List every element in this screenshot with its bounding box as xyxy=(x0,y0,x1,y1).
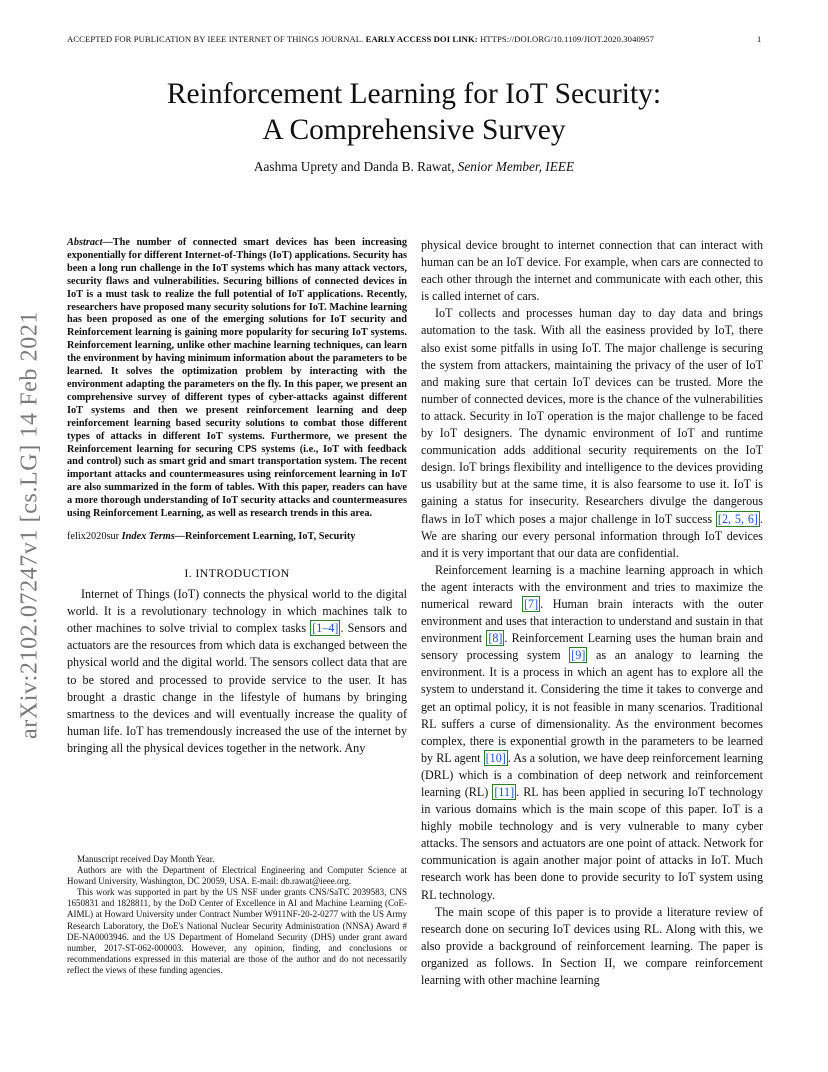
header-doi[interactable]: HTTPS://DOI.ORG/10.1109/JIOT.2020.3040957 xyxy=(477,34,655,44)
citation-link[interactable]: [7] xyxy=(524,596,539,611)
para3-text-a: Reinforcement learning is a machine learning approach in which the agent interacts with the environment and tries to maximize the numerical reward xyxy=(421,562,763,611)
header-text xyxy=(67,34,654,44)
header-journal: ACCEPTED FOR PUBLICATION BY IEEE INTERNET OF THINGS JOURNAL. xyxy=(67,34,366,44)
intro-text-b: . Sensors and actuators are the resources from which data is exchanged between the physical world and the digital world. The sensors collect data that are to be stored and processed to provide service to the user. It has brought a drastic change in the lifestyle of humans by bringing smartness to the devices and will eventually increase the quality of human life. IoT has tremendously increased the use of the internet by bringing all the physical devices together in the network. Any xyxy=(67,621,407,755)
index-terms-lead: Index Terms xyxy=(121,530,175,542)
index-terms-prefix: felix2020sur xyxy=(67,530,122,542)
author-role: Senior Member, IEEE xyxy=(457,159,575,174)
section-heading-introduction: I. INTRODUCTION xyxy=(184,565,290,580)
footnote-received: Manuscript received Day Month Year. xyxy=(77,854,215,864)
right-column xyxy=(421,237,763,989)
citation-link[interactable]: [11] xyxy=(494,785,515,799)
citation-link[interactable]: [8] xyxy=(488,631,503,646)
header-doi-label: EARLY ACCESS DOI LINK: xyxy=(365,34,478,44)
author-names: Aashma Uprety and Danda B. Rawat, xyxy=(253,159,458,174)
para3-text-b: . Human brain interacts with the outer environment and uses that interaction to understand and sustain in that environment xyxy=(421,596,763,646)
para3-text-f: . RL has been applied in securing IoT technology in various domains which is the main scope of this paper. IoT is a highly mobile technology and is very vulnerable to many cyber attacks. The sensors and actuators are one point of attack. Network for communication is again another major point of attacks in IoT. Much research work has been done to provide security to IoT system using RL technology. xyxy=(421,785,764,902)
title-line-2: A Comprehensive Survey xyxy=(262,114,566,146)
para3-text-c: . Reinforcement Learning uses the human brain and sensory processing system xyxy=(421,631,764,663)
intro-paragraph-2 xyxy=(421,305,763,561)
arxiv-sidebar xyxy=(8,290,52,760)
abstract-lead: Abstract xyxy=(67,237,103,248)
running-header xyxy=(0,34,828,48)
author-line xyxy=(0,159,828,175)
intro-text-a: Internet of Things (IoT) connects the physical world to the digital world. It is a revolutionary technology in which machines talk to other machines to solve trivial to complex tasks xyxy=(67,587,407,636)
intro-paragraph-3 xyxy=(421,562,763,904)
left-column xyxy=(67,237,407,757)
citation-link[interactable]: [1–4] xyxy=(312,621,339,636)
para3-text-e: . As a solution, we have deep reinforcement learning (DRL) which is a combination of deep network and reinforcement learning (RL) xyxy=(421,750,764,799)
footnote-funding: This work was supported in part by the US NSF under grants CNS/SaTC 2039583, CNS 1650831 and 1828811, by the DoD Center of Excellence in AI and Machine Learning (CoE-AIML) at Howard University under Contract Number W911NF-20-2-0277 with the US Army Research Laboratory, the DoE's National Nuclear Security Administration (NNSA) Award # DE-NA0003946. and the US Department of Homeland Security (DHS) under grant award number, 2017-ST-062-000003. However, any opinion, finding, and conclusions or recommendations expressed in this material are those of the author and do not necessarily reflect the views of these funding agencies. xyxy=(67,887,407,975)
index-terms xyxy=(67,530,407,543)
para3-text-d: as an analogy to learning the environment. It is a process in which an agent has to explore all the system to understand it. Considering the time it takes to converge and get an optimal policy, it is not feasible in many scenarios. Traditional RL suffers a curse of dimensionality. As the environment becomes complex, there is exponential growth in the parameters to be learned by RL agent xyxy=(421,648,763,765)
title-line-1: Reinforcement Learning for IoT Security: xyxy=(166,78,662,110)
intro-paragraph-continued: physical device brought to internet connection that can interact with human can be an IoT device. For example, when cars are connected to each other through the internet and communicate with each other, this is called internet of cars. xyxy=(421,238,763,304)
footnotes xyxy=(67,854,407,976)
citation-link[interactable]: [10] xyxy=(485,750,506,765)
paper-title xyxy=(0,76,828,148)
para2-text-b: . We are sharing our every personal information through IoT devices and it is very important that our data are confidential. xyxy=(421,511,763,560)
intro-paragraph-1 xyxy=(67,586,407,757)
abstract xyxy=(67,237,407,521)
intro-paragraph-4: The main scope of this paper is to provide a literature review of research done on securing IoT devices using RL. Along with this, we also provide a background of reinforcement learning. The paper is organized as follows. In Section II, we compare reinforcement learning with other machine learning xyxy=(421,904,763,988)
page-number: 1 xyxy=(757,34,762,44)
abstract-text: —The number of connected smart devices has been increasing exponentially for different Internet-of-Things (IoT) applications. Security has been a long run challenge in the IoT systems which has many attack vectors, security flaws and vulnerabilities. Securing billions of connected devices in IoT is a must task to realize the full potential of IoT applications. Recently, researchers have proposed many security solutions for IoT. Machine learning has been proposed as one of the emerging solutions for IoT security and Reinforcement learning is gaining more popularity for securing IoT systems. Reinforcement learning, unlike other machine learning techniques, can learn the environment by having minimum information about the parameters to be learned. It solves the optimization problem by interacting with the environment adapting the parameters on the fly. In this paper, we present an comprehensive survey of different types of cyber-attacks against different IoT systems and then we present reinforcement learning and deep reinforcement learning based security solutions to combat those different types of attacks in different IoT systems. Furthermore, we present the Reinforcement learning for securing CPS systems (i.e., IoT with feedback and control) such as smart grid and smart transportation system. The recent important attacks and countermeasures using reinforcement learning in IoT are also summarized in the form of tables. With this paper, readers can have a more thorough understanding of IoT security attacks and countermeasures using Reinforcement Learning, as well as research trends in this area. xyxy=(67,237,407,520)
citation-link[interactable]: [9] xyxy=(571,648,586,663)
para2-text-a: IoT collects and processes human day to day data and brings automation to the task. With all the easiness provided by IoT, there also exist some pitfalls in using IoT. The major challenge is securing the system from attackers, maintaining the privacy of the user of IoT and making sure that certain IoT devices can be trusted. More the number of connected devices, more is the chance of the vulnerabilities to attack. Security in IoT operation is the major challenge to be faced by IoT designers. The dynamic environment of IoT and runtime communication adds additional security requirements on the IoT design. IoT brings flexibility and intelligence to the devices providing us usability but at the same time, it is also fearsome to use it. IoT is gaining a status for insecurity. Researchers divulge the dangerous flaws in IoT which poses a major challenge in IoT success xyxy=(421,306,763,526)
citation-link[interactable]: [2, 5, 6] xyxy=(717,511,758,526)
index-terms-text: —Reinforcement Learning, IoT, Security xyxy=(174,530,356,542)
arxiv-identifier[interactable]: arXiv:2102.07247v1 [cs.LG] 14 Feb 2021 xyxy=(16,310,43,740)
footnote-affiliation: Authors are with the Department of Electrical Engineering and Computer Science at Howard University, Washington, DC 20059, USA. E-mail: db.rawat@ieee.org. xyxy=(67,865,407,887)
